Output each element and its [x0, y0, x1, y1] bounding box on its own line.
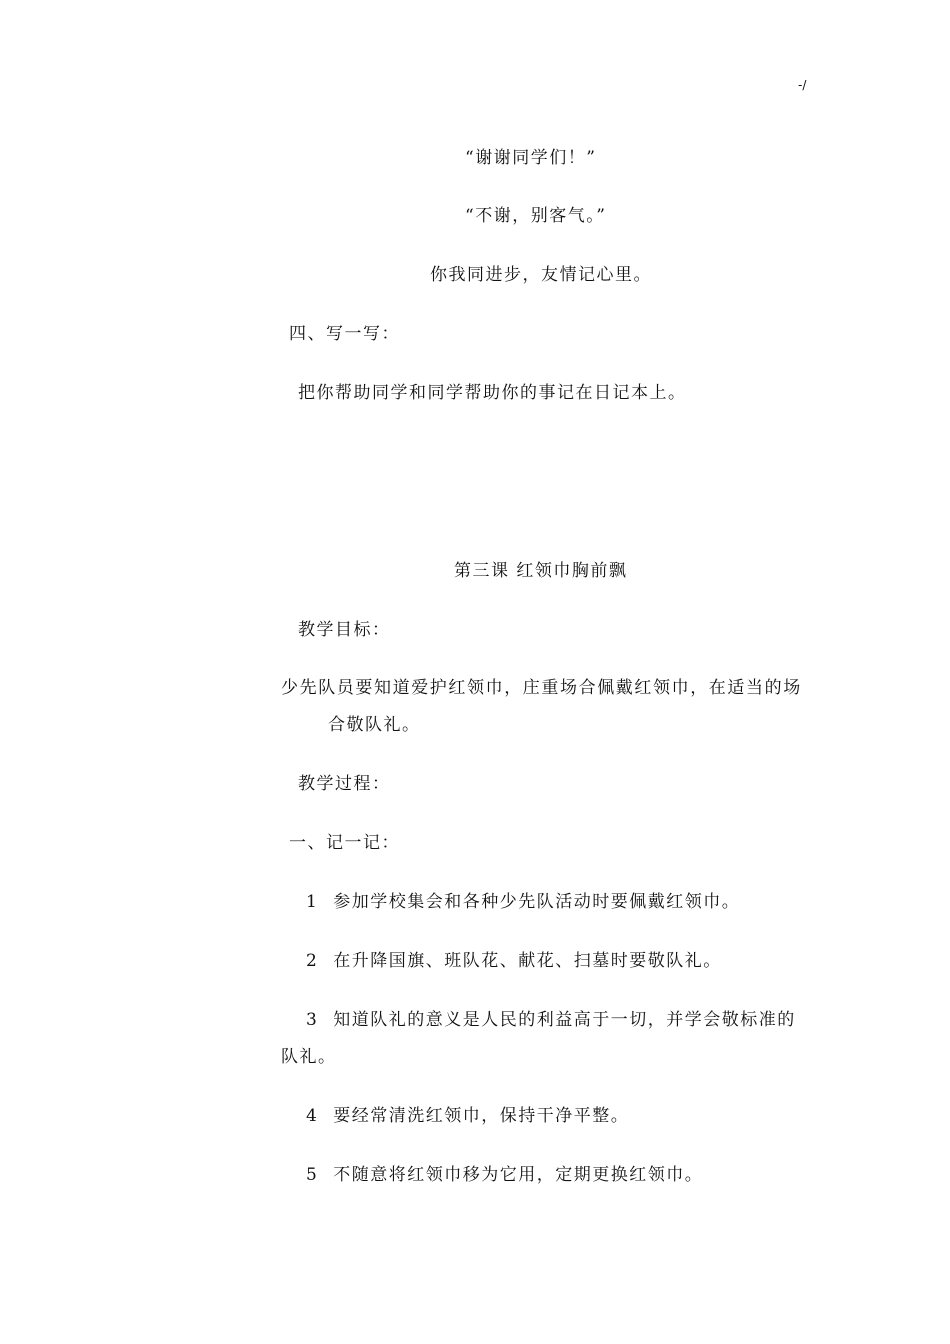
- list-item-number: 4: [306, 1106, 319, 1126]
- dialogue-line-2: “不谢，别客气。”: [465, 206, 607, 226]
- list-item-number: 3: [306, 1010, 319, 1030]
- goal-heading: 教学目标：: [298, 620, 391, 640]
- list-item-text: 不随意将红领巾移为它用，定期更换红领巾。: [333, 1165, 704, 1185]
- list-item-text: 在升降国旗、班队花、献花、扫墓时要敬队礼。: [333, 951, 722, 971]
- list-item-3-continuation: 队礼。: [281, 1047, 337, 1067]
- list-item-4: [306, 1105, 629, 1127]
- lesson-title: 第三课 红领巾胸前飘: [454, 561, 628, 581]
- list-item-text: 知道队礼的意义是人民的利益高于一切，并学会敬标准的: [333, 1010, 796, 1030]
- goal-text-line-1: 少先队员要知道爱护红领巾，庄重场合佩戴红领巾，在适当的场: [281, 678, 802, 698]
- list-item-number: 1: [306, 892, 319, 912]
- goal-text-line-2: 合敬队礼。: [328, 715, 421, 735]
- list-item-5: [306, 1164, 703, 1186]
- list-item-1: [306, 891, 740, 913]
- section-four-heading: 四、写一写：: [289, 324, 400, 344]
- list-item-2: [306, 950, 722, 972]
- page-marker: -/: [798, 78, 807, 92]
- list-item-text: 要经常清洗红领巾，保持干净平整。: [333, 1106, 630, 1126]
- list-item-number: 2: [306, 951, 319, 971]
- list-item-text: 参加学校集会和各种少先队活动时要佩戴红领巾。: [333, 892, 741, 912]
- dialogue-line-1: “谢谢同学们！”: [465, 148, 597, 168]
- section-four-text: 把你帮助同学和同学帮助你的事记在日记本上。: [298, 383, 687, 403]
- process-heading: 教学过程：: [298, 774, 391, 794]
- section-one-heading: 一、记一记：: [289, 833, 400, 853]
- dialogue-line-3: 你我同进步，友情记心里。: [430, 265, 652, 285]
- list-item-number: 5: [306, 1165, 319, 1185]
- list-item-3: [306, 1009, 796, 1031]
